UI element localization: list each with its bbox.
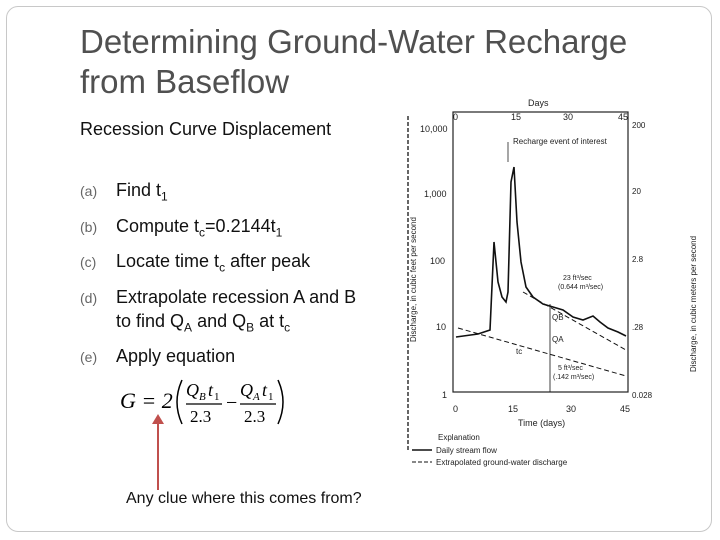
top-tick-0: 0 <box>453 112 459 122</box>
step-sub: c <box>219 260 226 275</box>
left-tick-1000: 1,000 <box>424 189 447 199</box>
step-sub: A <box>184 320 193 335</box>
top-tick-30: 30 <box>563 112 574 122</box>
step-text: Compute t <box>116 215 200 236</box>
equation-num2-sub: A <box>253 391 260 403</box>
figure-bg <box>398 92 708 472</box>
bottom-tick-45: 45 <box>620 404 631 414</box>
step-sub: 1 <box>275 225 283 240</box>
equation-num2-t-sub: 1 <box>268 391 274 403</box>
step-text: after peak <box>225 251 311 272</box>
right-tick-200: 200 <box>632 121 646 130</box>
step-sub: c <box>199 225 206 240</box>
question-caption: Any clue where this comes from? <box>126 490 362 507</box>
legend-title: Explanation <box>438 433 480 442</box>
pointer-arrow <box>148 412 168 492</box>
bottom-tick-30: 30 <box>566 404 577 414</box>
equation-num1: Q <box>186 380 199 400</box>
left-tick-1: 1 <box>442 390 448 400</box>
right-paren <box>278 380 283 424</box>
label-qa: QA <box>552 335 564 344</box>
label-tc: tc <box>516 347 523 356</box>
left-paren <box>177 380 182 424</box>
step-marker: (b) <box>80 218 98 235</box>
bottom-tick-15: 15 <box>508 404 519 414</box>
equation-lhs: G = 2 <box>120 388 173 413</box>
top-tick-45: 45 <box>618 112 629 122</box>
bottom-tick-0: 0 <box>453 404 459 414</box>
step-text: and Q <box>192 310 247 331</box>
step-sub: B <box>246 320 255 335</box>
slide-subtitle: Recession Curve Displacement <box>80 119 332 139</box>
upper-flow-note-2: (0.644 m³/sec) <box>558 284 604 291</box>
legend-item-streamflow: Daily stream flow <box>436 446 497 455</box>
step-a <box>80 178 370 209</box>
step-sub: c <box>284 320 291 335</box>
equation-num1-t: t <box>208 380 214 400</box>
left-axis-label: Discharge, in cubic feet per second <box>409 217 418 342</box>
right-tick-0.28: .28 <box>632 323 644 332</box>
recharge-equation <box>120 372 290 432</box>
equation-den1: 2.3 <box>190 407 212 426</box>
equation-num2: Q <box>240 380 253 400</box>
lower-flow-note-1: 5 ft³/sec <box>558 365 583 372</box>
top-tick-15: 15 <box>511 112 522 122</box>
recharge-annotation: Recharge event of interest <box>513 137 607 146</box>
step-text: at t <box>254 310 285 331</box>
equation-num2-t: t <box>262 380 268 400</box>
equation-num1-t-sub: 1 <box>214 391 220 403</box>
right-tick-2.8: 2.8 <box>632 255 644 264</box>
steps-list <box>80 178 370 373</box>
lower-flow-note-2: (.142 m³/sec) <box>553 374 595 381</box>
step-marker: (e) <box>80 349 98 366</box>
step-text: Apply equation <box>116 346 236 367</box>
slide-title: Determining Ground-Water Recharge from Baseflow <box>80 23 628 100</box>
equation-den2: 2.3 <box>244 407 266 426</box>
step-c <box>80 249 370 280</box>
top-axis-label: Days <box>528 98 549 108</box>
step-b <box>80 214 370 245</box>
right-tick-20: 20 <box>632 187 641 196</box>
step-text: Find t <box>116 180 162 200</box>
step-marker: (d) <box>80 289 98 306</box>
step-text: =0.2144t <box>205 215 276 236</box>
left-tick-10: 10 <box>436 322 447 332</box>
step-marker: (a) <box>80 183 98 199</box>
step-e <box>80 344 370 368</box>
right-axis-label: Discharge, in cubic meters per second <box>689 235 698 372</box>
step-d <box>80 285 370 340</box>
right-tick-0.028: 0.028 <box>632 391 653 400</box>
equation-minus: − <box>226 392 238 414</box>
upper-flow-note-1: 23 ft³/sec <box>563 275 592 282</box>
step-marker: (c) <box>80 254 97 271</box>
step-text: Extrapolate recession A and B to find Q <box>116 286 357 331</box>
left-tick-10000: 10,000 <box>420 124 448 134</box>
left-tick-100: 100 <box>430 256 446 266</box>
step-text: Locate time t <box>116 251 220 272</box>
bottom-axis-label: Time (days) <box>518 418 566 428</box>
arrow-head <box>152 414 164 424</box>
step-sub: 1 <box>161 189 168 204</box>
label-qb: QB <box>552 313 564 322</box>
legend-item-extrapolated: Extrapolated ground-water discharge <box>436 458 568 467</box>
equation-num1-sub: B <box>199 391 206 403</box>
hydrograph-figure <box>398 92 708 472</box>
